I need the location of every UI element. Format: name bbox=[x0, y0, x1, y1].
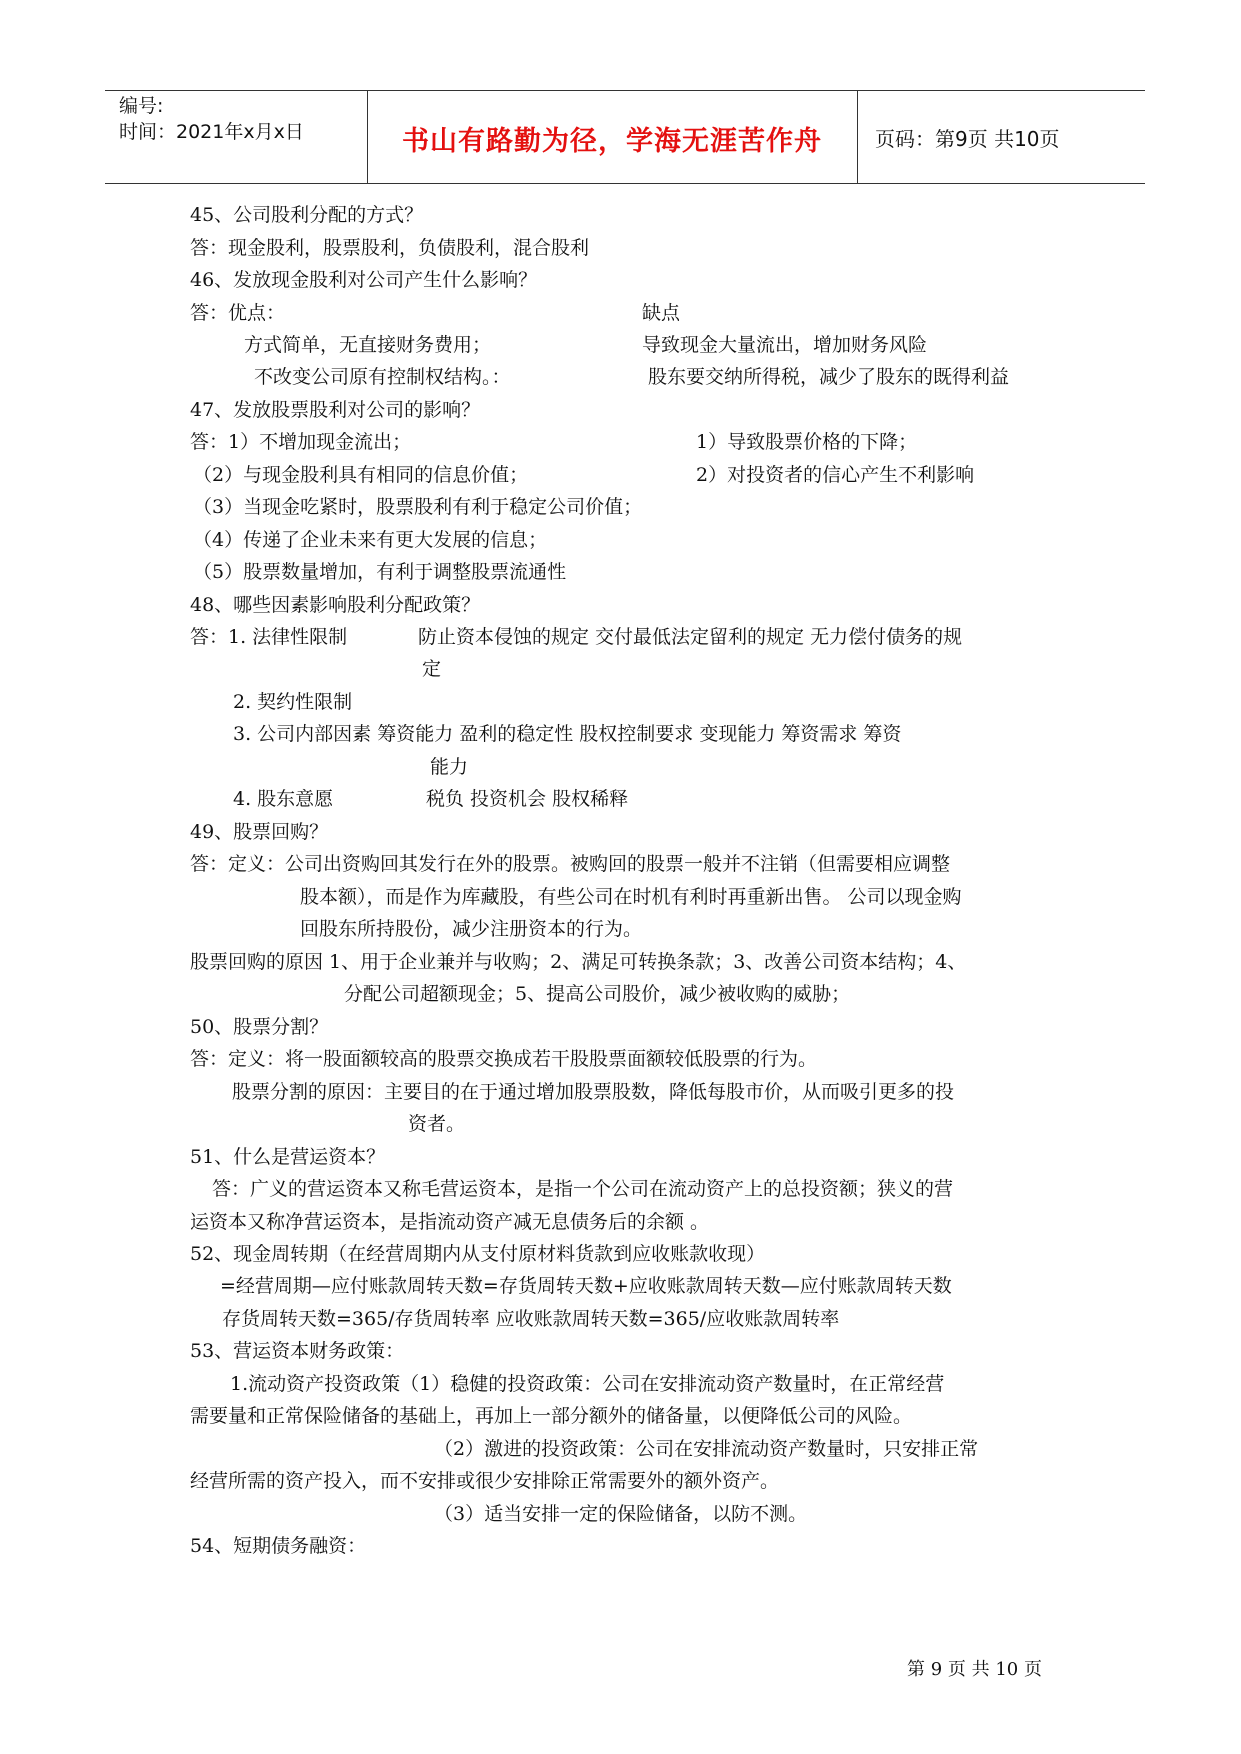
text-line: 54、短期债务融资： bbox=[190, 1535, 367, 1557]
text-line: 分配公司超额现金；5、提高公司股价，减少被收购的威胁； bbox=[344, 983, 851, 1005]
text-line: 51、什么是营运资本？ bbox=[190, 1146, 386, 1168]
text-line: （4）传递了企业未来有更大发展的信息； bbox=[193, 529, 548, 551]
text-line: 股东要交纳所得税，减少了股东的既得利益 bbox=[648, 366, 1010, 388]
text-line: 运资本又称净营运资本，是指流动资产减无息债务后的余额 。 bbox=[190, 1211, 710, 1233]
text-line: 存货周转天数=365/存货周转率 应收账款周转天数=365/应收账款周转率 bbox=[222, 1308, 840, 1330]
document-number-label: 编号: bbox=[119, 95, 164, 117]
text-line: 导致现金大量流出，增加财务风险 bbox=[642, 334, 928, 356]
text-line: 股票分割的原因：主要目的在于通过增加股票股数，降低每股市价，从而吸引更多的投 bbox=[232, 1081, 955, 1103]
text-line: 股票回购的原因 1、用于企业兼并与收购；2、满足可转换条款；3、改善公司资本结构；4、 bbox=[190, 951, 967, 973]
text-line: 答：1. 法律性限制 bbox=[190, 626, 348, 648]
text-line: 缺点 bbox=[642, 302, 681, 324]
text-line: 2. 契约性限制 bbox=[233, 691, 353, 713]
text-line: 回股东所持股份，减少注册资本的行为。 bbox=[300, 918, 643, 940]
text-line: 48、哪些因素影响股利分配政策？ bbox=[190, 594, 481, 616]
text-line: 税负 投资机会 股权稀释 bbox=[426, 788, 629, 810]
text-line: 需要量和正常保险储备的基础上，再加上一部分额外的储备量，以便降低公司的风险。 bbox=[190, 1405, 913, 1427]
text-line: 资者。 bbox=[408, 1113, 466, 1135]
text-line: 答：定义：将一股面额较高的股票交换成若干股股票面额较低股票的行为。 bbox=[190, 1048, 818, 1070]
text-line: 1.流动资产投资政策（1）稳健的投资政策：公司在安排流动资产数量时，在正常经营 bbox=[230, 1373, 945, 1395]
text-line: 46、发放现金股利对公司产生什么影响？ bbox=[190, 269, 538, 291]
text-line: 答：现金股利，股票股利，负债股利，混合股利 bbox=[190, 237, 590, 259]
header-motto: 书山有路勤为径，学海无涯苦作舟 bbox=[402, 126, 822, 157]
document-time-label: 时间：2021年x月x日 bbox=[119, 121, 304, 143]
text-line: 45、公司股利分配的方式？ bbox=[190, 204, 424, 226]
text-line: 3. 公司内部因素 筹资能力 盈利的稳定性 股权控制要求 变现能力 筹资需求 筹资 bbox=[233, 723, 902, 745]
text-line: 不改变公司原有控制权结构。： bbox=[254, 366, 511, 388]
text-line: 股本额），而是作为库藏股，有些公司在时机有利时再重新出售。 公司以现金购 bbox=[300, 886, 962, 908]
text-line: 防止资本侵蚀的规定 交付最低法定留利的规定 无力偿付债务的规 bbox=[418, 626, 963, 648]
text-line: 53、营运资本财务政策： bbox=[190, 1340, 405, 1362]
text-line: 方式简单，无直接财务费用； bbox=[244, 334, 492, 356]
text-line: （2）激进的投资政策：公司在安排流动资产数量时，只安排正常 bbox=[434, 1438, 979, 1460]
text-line: （2）与现金股利具有相同的信息价值； bbox=[193, 464, 529, 486]
text-line: 定 bbox=[422, 658, 442, 680]
text-line: 答：1）不增加现金流出； bbox=[190, 431, 412, 453]
page-header bbox=[105, 90, 1145, 184]
text-line: 4. 股东意愿 bbox=[233, 788, 334, 810]
text-line: 1）导致股票价格的下降； bbox=[696, 431, 918, 453]
text-line: 答：定义：公司出资购回其发行在外的股票。被购回的股票一般并不注销（但需要相应调整 bbox=[190, 853, 951, 875]
text-line: 52、现金周转期（在经营周期内从支付原材料货款到应收账款收现） bbox=[190, 1243, 766, 1265]
text-line: 能力 bbox=[430, 756, 469, 778]
page-footer: 第 9 页 共 10 页 bbox=[907, 1659, 1042, 1680]
text-line: 答：广义的营运资本又称毛营运资本，是指一个公司在流动资产上的总投资额；狭义的营 bbox=[212, 1178, 954, 1200]
text-line: 2）对投资者的信心产生不利影响 bbox=[696, 464, 975, 486]
header-meta bbox=[119, 93, 304, 145]
text-line: （5）股票数量增加，有利于调整股票流通性 bbox=[193, 561, 567, 583]
header-page-label: 页码：第9页 共10页 bbox=[875, 127, 1060, 151]
text-line: 经营所需的资产投入，而不安排或很少安排除正常需要外的额外资产。 bbox=[190, 1470, 780, 1492]
text-line: 答：优点： bbox=[190, 302, 286, 324]
text-line: （3）当现金吃紧时，股票股利有利于稳定公司价值； bbox=[193, 496, 643, 518]
text-line: =经营周期—应付账款周转天数=存货周转天数+应收账款周转天数—应付账款周转天数 bbox=[220, 1275, 952, 1297]
text-line: 49、股票回购？ bbox=[190, 821, 329, 843]
text-line: 47、发放股票股利对公司的影响？ bbox=[190, 399, 481, 421]
header-divider bbox=[857, 91, 858, 183]
text-line: 50、股票分割？ bbox=[190, 1016, 329, 1038]
text-line: （3）适当安排一定的保险储备，以防不测。 bbox=[434, 1503, 808, 1525]
